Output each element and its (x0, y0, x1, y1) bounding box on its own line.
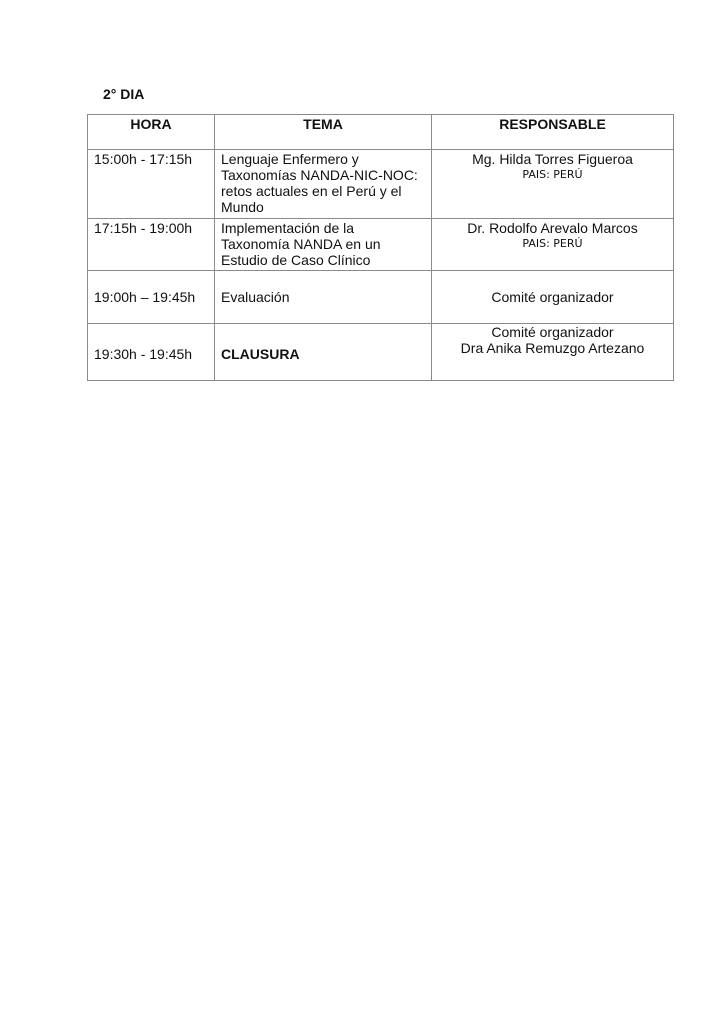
responsable-name-2: Dra Anika Remuzgo Artezano (460, 340, 645, 356)
cell-tema: Evaluación (215, 271, 432, 324)
cell-hora: 19:00h – 19:45h (88, 271, 215, 324)
cell-tema: CLAUSURA (215, 324, 432, 381)
cell-hora: 15:00h - 17:15h (88, 150, 215, 219)
cell-tema: Implementación de la Taxonomía NANDA en un Estudio de Caso Clínico (215, 219, 432, 271)
responsable-country: PAIS: PERÚ (522, 168, 583, 181)
responsable-name: Comité organizador (491, 324, 614, 340)
cell-responsable (432, 324, 674, 381)
cell-responsable (432, 219, 674, 271)
schedule-table (87, 114, 674, 381)
table-row (88, 150, 674, 219)
responsable-name: Dr. Rodolfo Arevalo Marcos (467, 220, 638, 236)
responsable-name: Mg. Hilda Torres Figueroa (472, 151, 633, 167)
header-tema: TEMA (215, 115, 432, 150)
header-hora: HORA (88, 115, 215, 150)
table-header-row (88, 115, 674, 150)
responsable-country: PAIS: PERÚ (522, 237, 583, 250)
table-row (88, 219, 674, 271)
cell-hora: 17:15h - 19:00h (88, 219, 215, 271)
cell-responsable (432, 150, 674, 219)
cell-responsable: Comité organizador (432, 271, 674, 324)
cell-hora: 19:30h - 19:45h (88, 324, 215, 381)
table-row (88, 324, 674, 381)
day-title: 2° DIA (103, 86, 145, 102)
header-responsable: RESPONSABLE (432, 115, 674, 150)
cell-tema: Lenguaje Enfermero y Taxonomías NANDA-NIC-NOC: retos actuales en el Perú y el Mundo (215, 150, 432, 219)
table-row (88, 271, 674, 324)
